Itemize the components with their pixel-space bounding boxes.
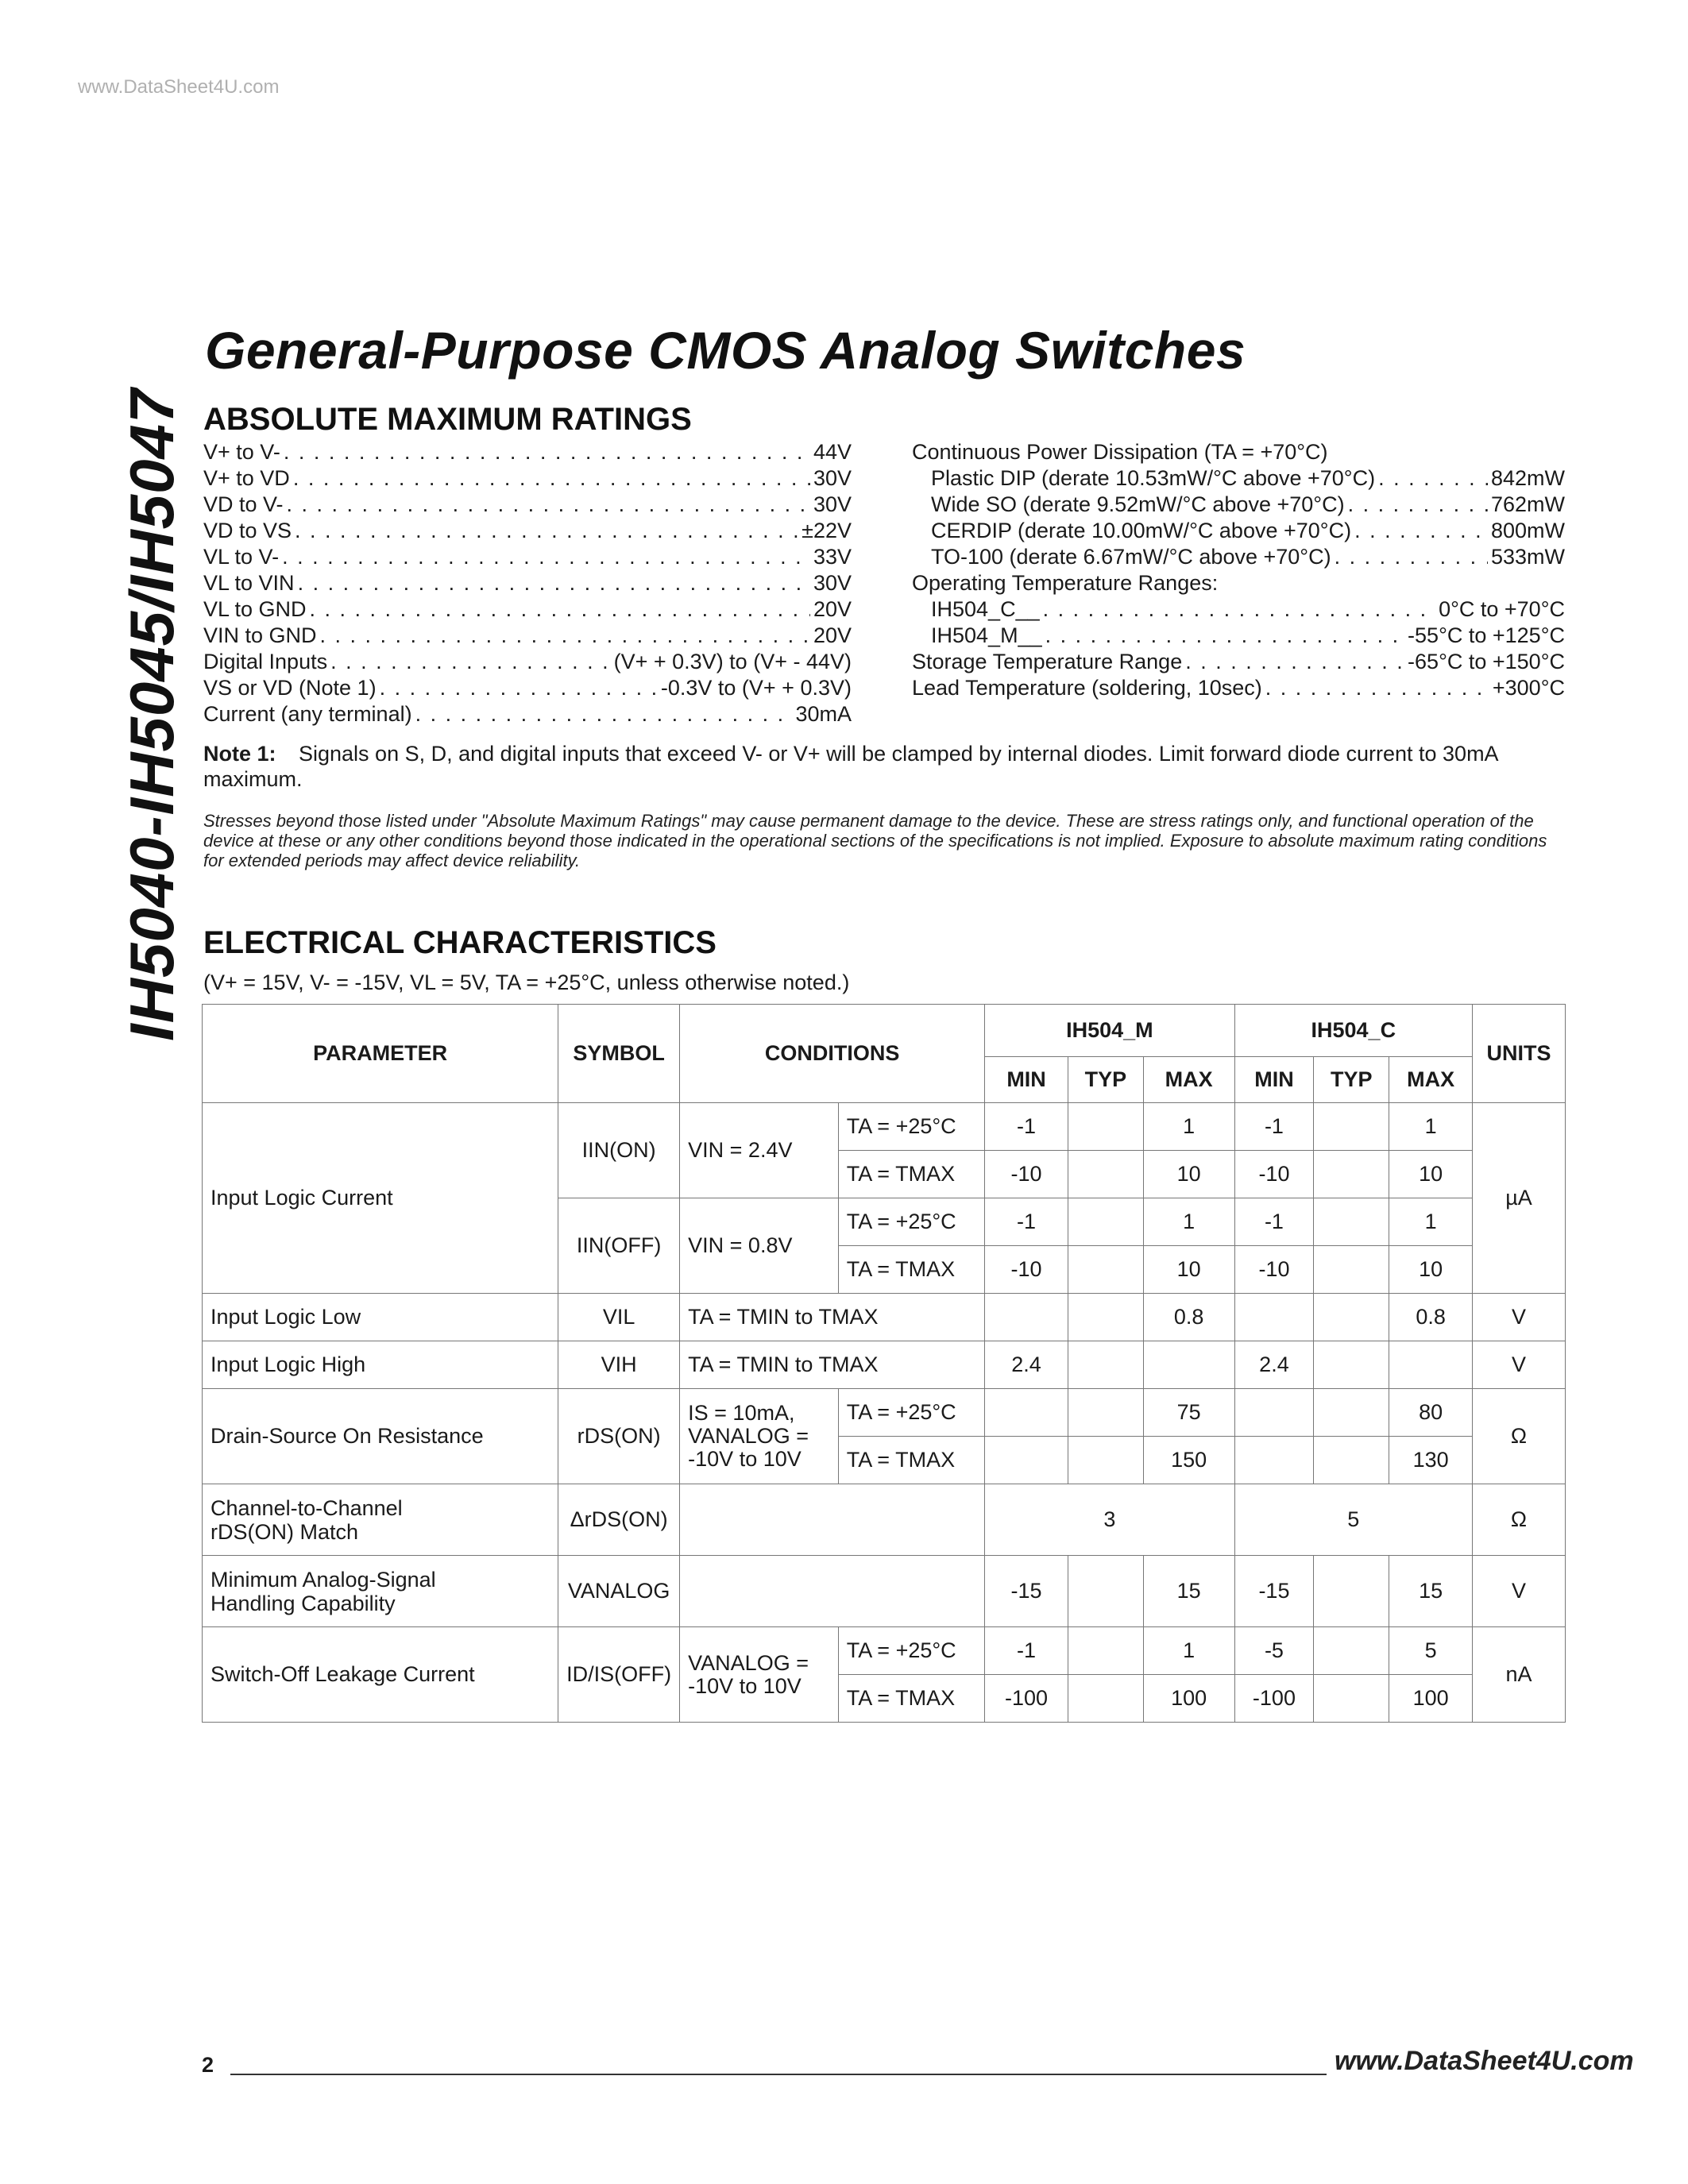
value-cell: -1 [1234,1103,1314,1151]
rating-value: -65°C to +150°C [1408,650,1565,673]
value-cell: 10 [1143,1246,1234,1294]
sym-rds-on: rDS(ON) [558,1389,680,1484]
rating-row [203,596,852,623]
rating-row [912,675,1565,701]
dot-leader [1043,596,1435,623]
cond-ta25: TA = +25°C [838,1198,984,1246]
amr-left-column [203,439,852,727]
operating-temp-heading: Operating Temperature Ranges: [912,571,1219,595]
value-cell: 5 [1389,1627,1473,1675]
rating-label: VL to V- [203,545,280,569]
amr-heading: ABSOLUTE MAXIMUM RATINGS [203,402,692,437]
value-cell [1068,1151,1143,1198]
rating-row [203,623,852,649]
page-number: 2 [202,2053,214,2077]
value-cell [985,1294,1068,1341]
rating-row [912,465,1565,492]
note-1-text: Signals on S, D, and digital inputs that exceed V- or V+ will be clamped by internal diodes. Limit forward diode current to 30mA maximum. [203,742,1498,791]
value-cell: 75 [1143,1389,1234,1437]
value-cell [1234,1437,1314,1484]
rating-row [203,649,852,675]
value-cell: 10 [1143,1151,1234,1198]
typ-m-value: 3 [985,1484,1234,1556]
value-cell: -1 [985,1198,1068,1246]
rating-value: 842mW [1490,466,1565,490]
value-cell [1068,1437,1143,1484]
rating-label: Wide SO (derate 9.52mW/°C above +70°C) [931,492,1345,516]
value-cell: 10 [1389,1151,1473,1198]
value-cell [1314,1341,1389,1389]
dot-leader [310,596,810,623]
dot-leader [320,623,810,649]
rating-label: Plastic DIP (derate 10.53mW/°C above +70°C) [931,466,1376,490]
sym-vanalog: VANALOG [558,1556,680,1627]
note-1 [203,741,1554,792]
value-cell [1314,1103,1389,1151]
value-cell: 0.8 [1143,1294,1234,1341]
value-cell [1314,1198,1389,1246]
header-group-m: IH504_M [985,1005,1234,1057]
param-line: Minimum Analog-Signal [211,1567,436,1592]
header-group-c: IH504_C [1234,1005,1472,1057]
rating-label: IH504_C__ [931,597,1040,621]
rating-value: 800mW [1490,519,1565,542]
typ-c-value: 5 [1234,1484,1472,1556]
cond-line: IS = 10mA, [688,1401,795,1425]
units-v: V [1473,1294,1566,1341]
note-1-label: Note 1: [203,742,276,766]
rating-value: 30V [813,571,852,595]
rating-value: 30V [813,466,852,490]
rating-row [912,492,1565,518]
param-drain-source-on-resistance: Drain-Source On Resistance [203,1389,558,1484]
dot-leader [287,492,810,518]
units-v: V [1473,1341,1566,1389]
header-min-c: MIN [1234,1057,1314,1103]
rating-label: CERDIP (derate 10.00mW/°C above +70°C) [931,519,1352,542]
value-cell: -10 [985,1246,1068,1294]
value-cell [1234,1389,1314,1437]
value-cell: 1 [1143,1103,1234,1151]
rating-value: +300°C [1492,676,1565,700]
value-cell [1314,1675,1389,1723]
rating-value: 0°C to +70°C [1439,597,1565,621]
rating-label: Digital Inputs [203,650,328,673]
units-ohm: Ω [1473,1389,1566,1484]
value-cell [985,1437,1068,1484]
param-line: Handling Capability [211,1591,396,1615]
value-cell [1314,1556,1389,1627]
value-cell: 0.8 [1389,1294,1473,1341]
value-cell [1314,1437,1389,1484]
cond-empty [680,1556,985,1627]
page-title: General-Purpose CMOS Analog Switches [205,321,1246,380]
value-cell [1068,1246,1143,1294]
value-cell [1389,1341,1473,1389]
rating-value: 30mA [795,702,852,726]
rating-value: 44V [813,440,852,464]
cond-empty [680,1484,985,1556]
rating-label: V+ to VD [203,466,290,490]
cond-tmin-tmax: TA = TMIN to TMAX [680,1294,985,1341]
param-analog-signal-handling [203,1556,558,1627]
value-cell [1068,1341,1143,1389]
rating-label: VIN to GND [203,623,317,647]
sym-delta-rds: ΔrDS(ON) [558,1484,680,1556]
value-cell [1314,1389,1389,1437]
rating-value: 20V [813,623,852,647]
value-cell: 15 [1389,1556,1473,1627]
value-cell [1068,1675,1143,1723]
rating-label: VD to VS [203,519,292,542]
value-cell: 2.4 [985,1341,1068,1389]
side-part-number-text: IH5040-IH5045/IH5047 [117,388,187,1041]
dot-leader [1354,518,1488,544]
rating-row [203,570,852,596]
rating-row [203,518,852,544]
sym-vil: VIL [558,1294,680,1341]
dot-leader [1265,675,1489,701]
value-cell: -15 [1234,1556,1314,1627]
param-input-logic-low: Input Logic Low [203,1294,558,1341]
units-ua: µA [1473,1103,1566,1294]
rating-value: 30V [813,492,852,516]
value-cell [1068,1294,1143,1341]
dot-leader [298,570,810,596]
value-cell [1234,1294,1314,1341]
rating-row [912,649,1565,675]
param-input-logic-high: Input Logic High [203,1341,558,1389]
param-channel-match [203,1484,558,1556]
rating-row [203,439,852,465]
rating-row [203,492,852,518]
header-min-m: MIN [985,1057,1068,1103]
header-max-c: MAX [1389,1057,1473,1103]
dot-leader [284,439,810,465]
units-v: V [1473,1556,1566,1627]
value-cell [985,1389,1068,1437]
cond-vin-24: VIN = 2.4V [680,1103,839,1198]
value-cell: -10 [1234,1246,1314,1294]
rating-value: (V+ + 0.3V) to (V+ - 44V) [613,650,852,673]
rating-row [203,544,852,570]
rating-label: Storage Temperature Range [912,650,1183,673]
sym-iin-off: IIN(OFF) [558,1198,680,1294]
dot-leader [415,701,793,727]
value-cell: -15 [985,1556,1068,1627]
rating-label: Current (any terminal) [203,702,412,726]
units-ohm: Ω [1473,1484,1566,1556]
rating-value: 533mW [1490,545,1565,569]
rating-value: ±22V [802,519,852,542]
cond-vanalog [680,1627,839,1723]
sym-id-is-off: ID/IS(OFF) [558,1627,680,1723]
units-na: nA [1473,1627,1566,1723]
value-cell: 1 [1143,1198,1234,1246]
footer-rule [230,2074,1327,2075]
rating-value: 20V [813,597,852,621]
param-line: rDS(ON) Match [211,1519,359,1544]
rating-row [203,675,852,701]
value-cell [1314,1151,1389,1198]
value-cell: -1 [985,1103,1068,1151]
value-cell: -100 [985,1675,1068,1723]
value-cell: -1 [985,1627,1068,1675]
value-cell [1068,1556,1143,1627]
value-cell: 130 [1389,1437,1473,1484]
value-cell: 1 [1389,1103,1473,1151]
power-dissipation-heading: Continuous Power Dissipation (TA = +70°C) [912,440,1328,464]
dot-leader [282,544,810,570]
header-conditions: CONDITIONS [680,1005,985,1103]
rating-label: Lead Temperature (soldering, 10sec) [912,676,1262,700]
param-switch-off-leakage: Switch-Off Leakage Current [203,1627,558,1723]
dot-leader [1378,465,1488,492]
dot-leader [330,649,611,675]
rating-label: V+ to V- [203,440,280,464]
dot-leader [1335,544,1488,570]
rating-row [912,596,1565,623]
stress-disclaimer: Stresses beyond those listed under "Absolute Maximum Ratings" may cause permanent damage to the device. These are stress ratings only, and functional operation of the device at these or any other conditions beyond those indicated in the operational sections of the specifications is not implied. Exposure to absolute maximum rating conditions for extended periods may affect device reliability. [203,811,1547,870]
value-cell [1068,1389,1143,1437]
cond-is-vanalog [680,1389,839,1484]
header-typ-c: TYP [1314,1057,1389,1103]
value-cell [1143,1341,1234,1389]
value-cell [1314,1246,1389,1294]
value-cell [1314,1627,1389,1675]
watermark-text: www.DataSheet4U.com [78,76,280,98]
sym-vih: VIH [558,1341,680,1389]
value-cell: 100 [1143,1675,1234,1723]
cond-ta25: TA = +25°C [838,1389,984,1437]
ec-heading: ELECTRICAL CHARACTERISTICS [203,925,717,960]
value-cell: 1 [1389,1198,1473,1246]
header-symbol: SYMBOL [558,1005,680,1103]
cond-line: VANALOG = [688,1424,809,1448]
header-parameter: PARAMETER [203,1005,558,1103]
cond-tamax: TA = TMAX [838,1437,984,1484]
dot-leader [1045,623,1404,649]
electrical-characteristics-table [202,1004,1566,1723]
rating-value: -0.3V to (V+ + 0.3V) [660,676,852,700]
ec-conditions: (V+ = 15V, V- = -15V, VL = 5V, TA = +25°C, unless otherwise noted.) [203,970,850,994]
cond-line: VANALOG = [688,1650,809,1675]
rating-label: VL to GND [203,597,307,621]
rating-value: -55°C to +125°C [1408,623,1565,647]
value-cell: -1 [1234,1198,1314,1246]
rating-label: VL to VIN [203,571,295,595]
cond-ta25: TA = +25°C [838,1103,984,1151]
sym-iin-on: IIN(ON) [558,1103,680,1198]
cond-tamax: TA = TMAX [838,1151,984,1198]
value-cell: 80 [1389,1389,1473,1437]
param-line: Channel-to-Channel [211,1495,403,1520]
amr-right-column [912,439,1565,701]
dot-leader [295,518,798,544]
rating-label: VD to V- [203,492,284,516]
rating-row [912,623,1565,649]
rating-row [203,465,852,492]
rating-row [912,518,1565,544]
cond-tamax: TA = TMAX [838,1246,984,1294]
dot-leader [380,675,658,701]
cond-ta25: TA = +25°C [838,1627,984,1675]
value-cell: -100 [1234,1675,1314,1723]
cond-vin-08: VIN = 0.8V [680,1198,839,1294]
rating-row [912,544,1565,570]
header-typ-m: TYP [1068,1057,1143,1103]
footer-site-text: www.DataSheet4U.com [1335,2046,1634,2076]
rating-value: 33V [813,545,852,569]
value-cell: 15 [1143,1556,1234,1627]
value-cell: 150 [1143,1437,1234,1484]
rating-label: TO-100 (derate 6.67mW/°C above +70°C) [931,545,1331,569]
value-cell: 2.4 [1234,1341,1314,1389]
value-cell: 100 [1389,1675,1473,1723]
cond-tmin-tmax: TA = TMIN to TMAX [680,1341,985,1389]
value-cell: -10 [985,1151,1068,1198]
value-cell: 10 [1389,1246,1473,1294]
param-input-logic-current: Input Logic Current [203,1103,558,1294]
rating-label: VS or VD (Note 1) [203,676,377,700]
dot-leader [1185,649,1404,675]
value-cell [1314,1294,1389,1341]
cond-line: -10V to 10V [688,1673,802,1698]
rating-value: 762mW [1490,492,1565,516]
header-max-m: MAX [1143,1057,1234,1103]
cond-line: -10V to 10V [688,1447,802,1471]
value-cell: -5 [1234,1627,1314,1675]
header-units: UNITS [1473,1005,1566,1103]
rating-label: IH504_M__ [931,623,1042,647]
value-cell [1068,1627,1143,1675]
dot-leader [293,465,810,492]
value-cell: 1 [1143,1627,1234,1675]
dot-leader [1348,492,1488,518]
value-cell: -10 [1234,1151,1314,1198]
rating-row [203,701,852,727]
value-cell [1068,1103,1143,1151]
value-cell [1068,1198,1143,1246]
cond-tamax: TA = TMAX [838,1675,984,1723]
